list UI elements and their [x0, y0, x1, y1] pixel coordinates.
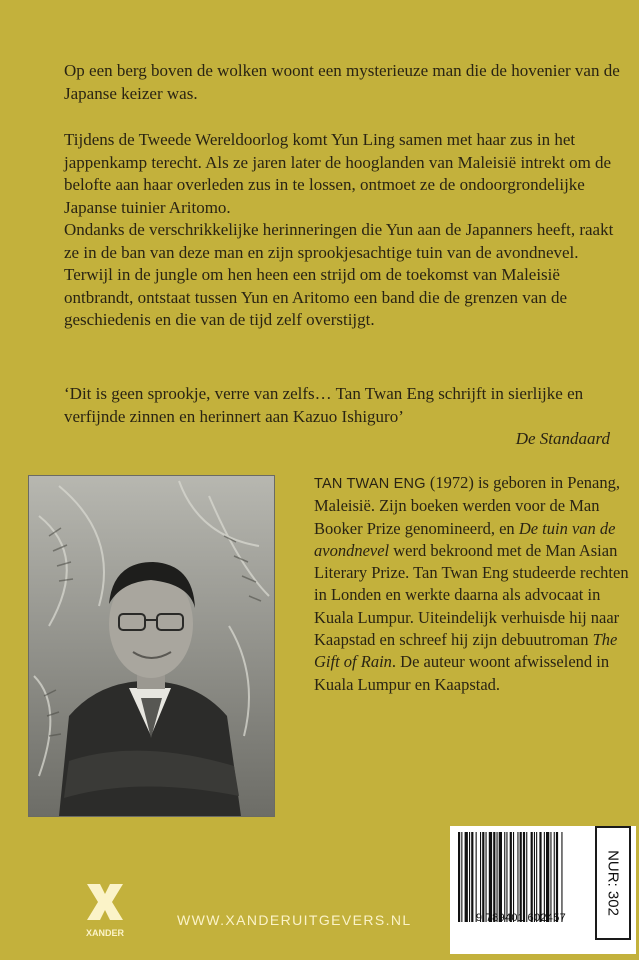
barcode-bar: [499, 832, 502, 922]
barcode-bar: [526, 832, 527, 922]
barcode-bar: [489, 832, 492, 922]
quote-source: De Standaard: [515, 429, 610, 448]
publisher-logo: [78, 880, 132, 946]
barcode-bar: [486, 832, 487, 922]
publisher-website[interactable]: WWW.XANDERUITGEVERS.NL: [177, 912, 412, 928]
review-quote: [64, 383, 632, 451]
author-photo: [28, 475, 275, 817]
barcode-bar: [510, 832, 512, 922]
barcode-bar: [556, 832, 558, 922]
barcode-bar: [504, 832, 505, 922]
barcode-bar: [517, 832, 518, 922]
logo-wordmark: XANDER: [85, 928, 125, 938]
barcode-bar: [471, 832, 473, 922]
barcode-bar: [531, 832, 533, 922]
nur-label: [595, 826, 631, 940]
barcode-bar: [561, 832, 562, 922]
quote-text: ‘Dit is geen sprookje, verre van zelfs… Tan Twan Eng schrijft in sierlijke en verfijnde zinnen en herinnert aan Kazuo Ishiguro’: [64, 384, 584, 426]
author-bio: [314, 472, 629, 696]
barcode-bar: [554, 832, 555, 922]
barcode-bar: [476, 832, 477, 922]
author-photo-illustration: [29, 476, 274, 816]
barcode-bar: [461, 832, 462, 922]
barcode-bar: [534, 832, 535, 922]
barcode-bar: [458, 832, 460, 922]
blurb-paragraph: Ondanks de verschrikkelijke herinneringen die Yun aan de Japanners heeft, raakt ze in de ban van deze man en zijn sprookjesachtige tuin van de avondnevel.: [64, 220, 614, 262]
book-title: De tuin van de avondnevel: [314, 518, 616, 560]
author-name: TAN TWAN ENG: [314, 476, 426, 492]
barcode-bars: [452, 832, 598, 922]
barcode-bar: [497, 832, 498, 922]
barcode-bar: [482, 832, 484, 922]
bio-text: (1972) is geboren in Penang, Maleisië. Zijn boeken werden voor de Man Booker Prize genomineerd, en: [314, 473, 620, 538]
bio-text: werd bekroond met de Man Asian Literary Prize. Tan Twan Eng studeerde rechten in Londen en werkte daarna als advocaat in Kuala Lumpur. Uiteindelijk verhuisde hij naar Kaapstad en schreef hij zijn debuutroman: [314, 540, 629, 650]
blurb-intro: Op een berg boven de wolken woont een mysterieuze man die de hovenier van de Japanse keizer was.: [64, 61, 620, 103]
barcode-bar: [544, 832, 545, 922]
xander-x-icon: [78, 880, 132, 946]
barcode-bar: [550, 832, 551, 922]
isbn-number: 9 789401 602457: [475, 912, 567, 924]
barcode-bar: [469, 832, 470, 922]
barcode-bar: [523, 832, 525, 922]
blurb-body: [64, 129, 620, 332]
barcode-bar: [465, 832, 468, 922]
barcode-bar: [506, 832, 507, 922]
nur-text: NUR: 302: [604, 850, 622, 916]
barcode-bar: [536, 832, 537, 922]
bio-text: . De auteur woont afwisselend in Kuala Lumpur en Kaapstad.: [314, 652, 610, 694]
barcode-bar: [480, 832, 481, 922]
blurb-paragraph: Terwijl in de jungle om hen heen een strijd om de toekomst van Maleisië ontbrandt, ontstaat tussen Yun en Aritomo een band die de grenzen van de geschiedenis en die van de tijd zelf overstijgt.: [64, 265, 568, 329]
barcode-bar: [513, 832, 514, 922]
barcode-bar: [539, 832, 541, 922]
book-title: The Gift of Rain: [314, 630, 618, 672]
barcode-bar: [520, 832, 522, 922]
blurb-paragraph: Tijdens de Tweede Wereldoorlog komt Yun Ling samen met haar zus in het jappenkamp terecht. Als ze jaren later de hooglanden van Maleisië intrekt om de belofte aan haar overleden zus in te lossen, ontmoet ze de ondoorgrondelijke Japanse tuinier Aritomo.: [64, 130, 612, 217]
barcode-bar: [493, 832, 495, 922]
barcode-bar: [546, 832, 549, 922]
